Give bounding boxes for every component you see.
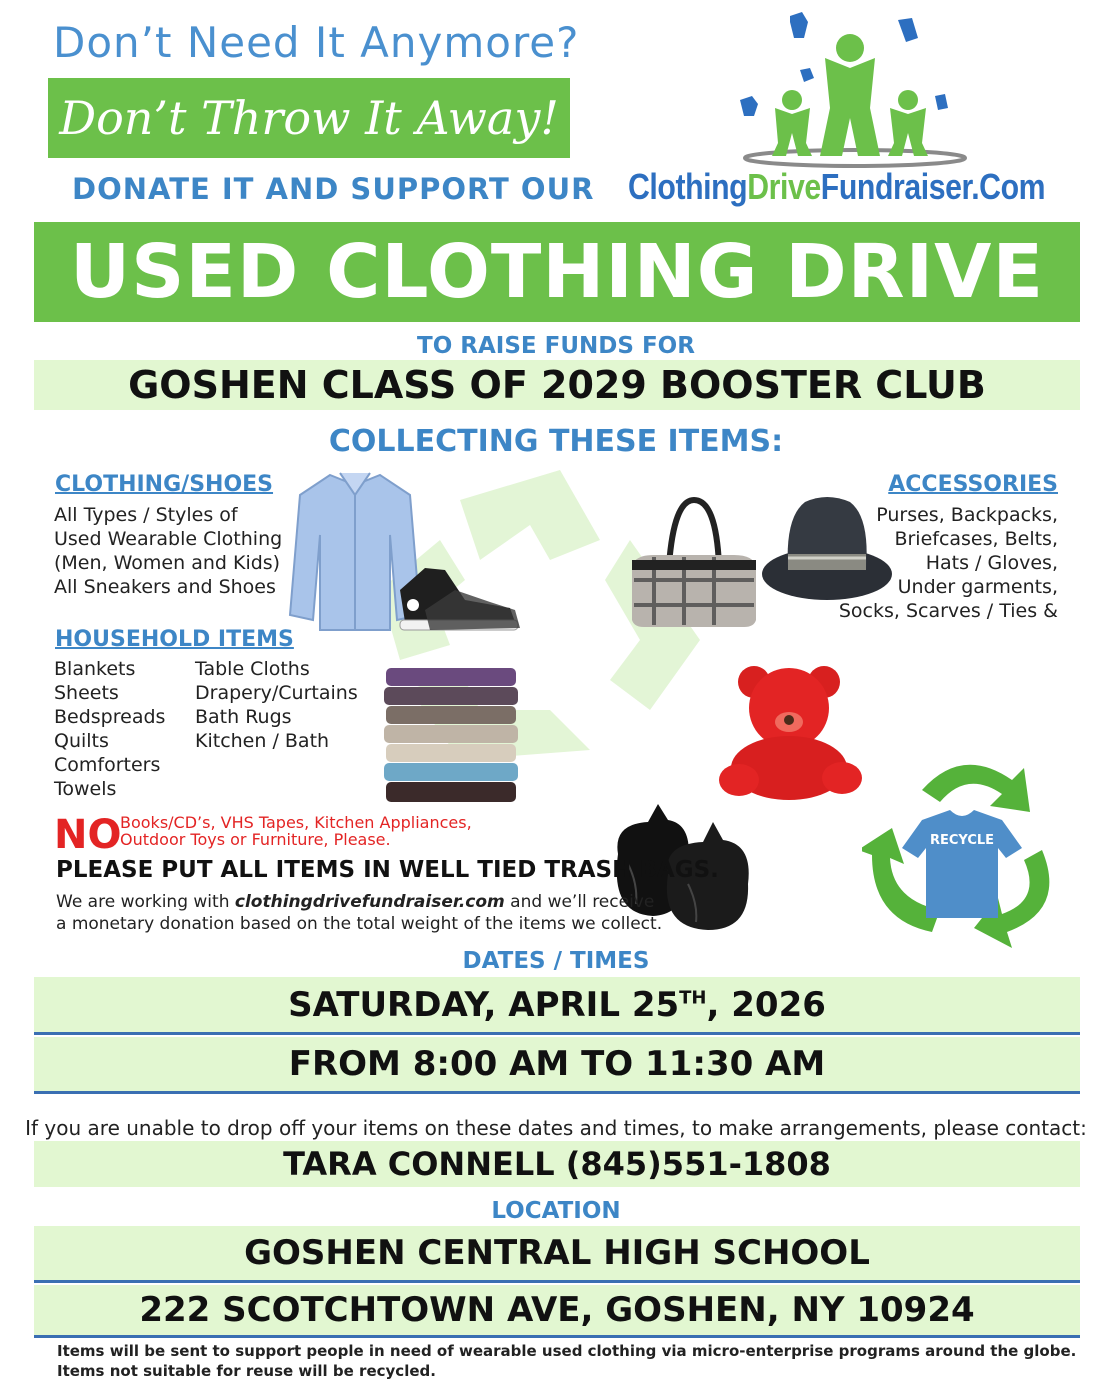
exclusions-line: Outdoor Toys or Furniture, Please. (120, 830, 391, 849)
list-item: Purses, Backpacks, (876, 504, 1058, 526)
dates-label: DATES / TIMES (462, 948, 650, 974)
divider (34, 1032, 1080, 1035)
list-item: Drapery/Curtains (195, 682, 358, 704)
working-with-note (56, 891, 662, 935)
divider (34, 1091, 1080, 1094)
banner-title: USED CLOTHING DRIVE (70, 229, 1044, 315)
handbag-icon (624, 495, 764, 630)
beneficiary-strip (34, 360, 1080, 410)
site-name: clothingdrivefundraiser.com (234, 892, 505, 912)
logo-url-part1: Clothing (628, 166, 748, 207)
date-strip (34, 977, 1080, 1032)
contact-name-phone: TARA CONNELL (845)551-1808 (283, 1145, 831, 1183)
list-item: Kitchen / Bath (195, 730, 330, 752)
logo-url-part2: Drive (747, 166, 821, 207)
bags-instruction: PLEASE PUT ALL ITEMS IN WELL TIED TRASH BAGS. (56, 857, 719, 883)
list-item: Towels (54, 778, 117, 800)
working-text: a monetary donation based on the total weight of the items we collect. (56, 914, 663, 934)
list-item: Blankets (54, 658, 136, 680)
logo-url (628, 166, 1045, 208)
list-item: Used Wearable Clothing (54, 528, 283, 550)
contact-strip (34, 1141, 1080, 1187)
footer-line: Items not suitable for reuse will be recycled. (57, 1362, 436, 1380)
dont-throw-text: Don’t Throw It Away! (59, 91, 559, 145)
sneakers-icon (395, 560, 525, 640)
list-item: All Types / Styles of (54, 504, 238, 526)
list-item: Bedspreads (54, 706, 166, 728)
fundraiser-logo-icon (730, 8, 970, 168)
event-date-year: , 2026 (706, 984, 826, 1025)
footer-note (57, 1341, 1076, 1381)
event-time: FROM 8:00 AM TO 11:30 AM (288, 1044, 826, 1084)
location-address-strip (34, 1285, 1080, 1335)
donate-line: DONATE IT AND SUPPORT OUR (72, 172, 595, 206)
headline-question: Don’t Need It Anymore? (53, 18, 580, 67)
footer-line: Items will be sent to support people in need of wearable used clothing via micro-enterprise programs around the globe. (57, 1342, 1077, 1360)
location-label: LOCATION (491, 1198, 621, 1224)
beneficiary-name: GOSHEN CLASS OF 2029 BOOSTER CLUB (128, 363, 986, 407)
list-item: (Men, Women and Kids) (54, 552, 281, 574)
household-heading: HOUSEHOLD ITEMS (55, 627, 294, 652)
location-address: 222 SCOTCHTOWN AVE, GOSHEN, NY 10924 (139, 1290, 975, 1330)
recycle-shirt-icon (862, 750, 1072, 950)
event-date-day: SATURDAY, APRIL 25 (288, 984, 680, 1025)
time-strip (34, 1037, 1080, 1091)
event-date-suffix: TH (679, 987, 707, 1009)
list-item: Socks, Scarves / Ties & (838, 600, 1058, 622)
list-item: Sheets (54, 682, 119, 704)
list-item: Table Cloths (195, 658, 310, 680)
no-mark: NO (54, 812, 122, 858)
teddy-bear-icon (714, 660, 864, 802)
divider (34, 1335, 1080, 1338)
list-item: Under garments, (897, 576, 1058, 598)
raise-label: TO RAISE FUNDS FOR (417, 333, 695, 359)
working-text: We are working with (56, 892, 235, 912)
working-text: and we’ll receive (504, 892, 655, 912)
location-name-strip (34, 1226, 1080, 1280)
household-list-col1 (54, 657, 165, 801)
contact-note: If you are unable to drop off your items on these dates and times, to make arrangements, please contact: (25, 1116, 1087, 1140)
clothing-list (54, 503, 282, 599)
household-list-col2 (195, 657, 358, 753)
list-item: All Sneakers and Shoes (54, 576, 276, 598)
accessories-heading: ACCESSORIES (888, 472, 1058, 497)
list-item: Bath Rugs (195, 706, 292, 728)
event-date (288, 985, 826, 1025)
clothing-heading: CLOTHING/SHOES (55, 472, 274, 497)
exclusions-text (120, 814, 472, 848)
list-item: Quilts (54, 730, 109, 752)
list-item: Hats / Gloves, (925, 552, 1058, 574)
exclusions-line: Books/CD’s, VHS Tapes, Kitchen Appliances, (120, 813, 472, 832)
logo-url-part3: Fundraiser.Com (820, 166, 1046, 207)
location-name: GOSHEN CENTRAL HIGH SCHOOL (244, 1233, 870, 1273)
list-item: Comforters (54, 754, 161, 776)
shirt-recycle-label: RECYCLE (929, 833, 995, 848)
divider (34, 1280, 1080, 1283)
dont-throw-box (48, 78, 570, 158)
towel-stack-icon (382, 668, 520, 804)
main-banner (34, 222, 1080, 322)
collecting-label: COLLECTING THESE ITEMS: (328, 424, 784, 459)
fedora-hat-icon (760, 492, 895, 607)
list-item: Briefcases, Belts, (894, 528, 1058, 550)
